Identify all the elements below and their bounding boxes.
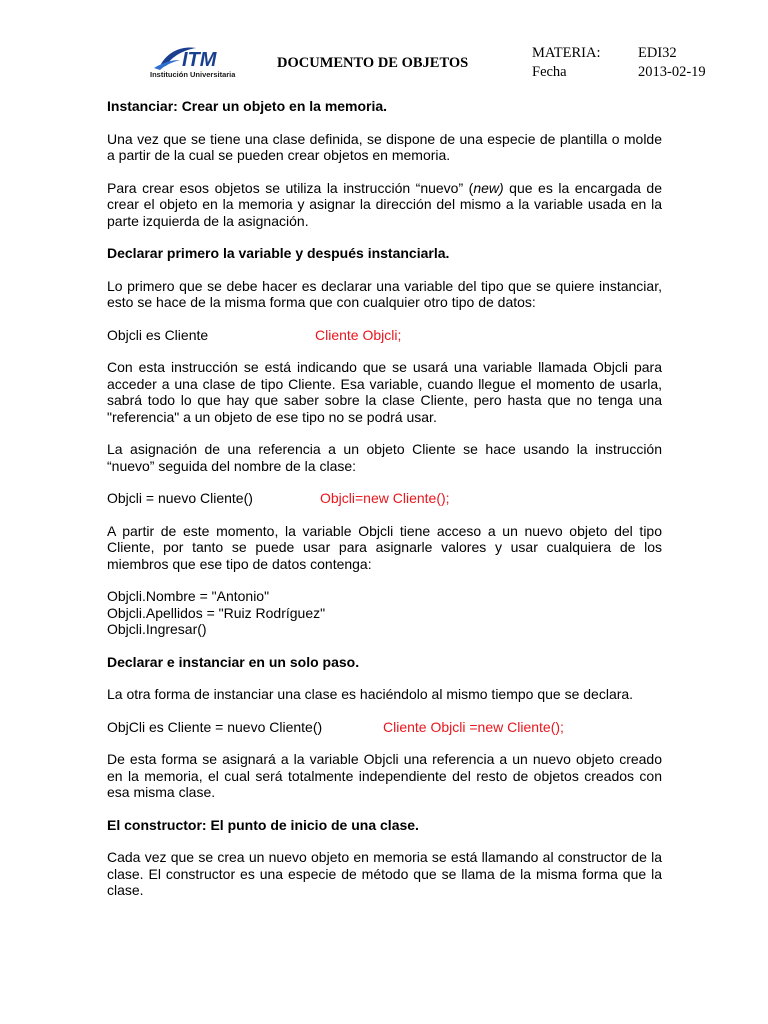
code-line: Objcli.Ingresar() (107, 621, 207, 637)
itm-logo (150, 44, 240, 84)
paragraph: De esta forma se asignará a la variable Objcli una referencia a un nuevo objeto creado en la memoria, el cual será totalmente independiente del resto de objetos creados con esa misma clase. (107, 751, 662, 800)
materia-value: EDI32 (638, 45, 677, 61)
paragraph: La otra forma de instanciar una clase es haciéndolo al mismo tiempo que se declara. (107, 686, 634, 702)
section-heading-constructor: El constructor: El punto de inicio de una clase. (107, 816, 419, 833)
paragraph: A partir de este momento, la variable Objcli tiene acceso a un nuevo objeto del tipo Cliente, por tanto se puede usar para asignarle valores y usar cualquiera de los miembros que ese tipo de datos contenga: (107, 522, 662, 572)
document-body (107, 98, 662, 915)
paragraph: Una vez que se tiene una clase definida, se dispone de una especie de plantilla o molde a partir de la cual se pueden crear objetos en memoria. (107, 130, 662, 163)
section-heading-solo-paso: Declarar e instanciar en un solo paso. (107, 653, 360, 670)
section-heading-declarar: Declarar primero la variable y después instanciarla. (107, 245, 450, 261)
paragraph (107, 180, 662, 230)
itm-logo-icon (150, 44, 240, 72)
code-line: Objcli.Nombre = "Antonio" (107, 588, 270, 604)
java-code: Cliente Objcli =new Cliente(); (383, 718, 564, 735)
new-keyword: new) (473, 179, 504, 196)
pseudocode: Objcli = nuevo Cliente() (107, 490, 253, 506)
fecha-value: 2013-02-19 (638, 64, 706, 80)
java-code: Objcli=new Cliente(); (320, 490, 450, 506)
logo-caption: Institución Universitaria (150, 70, 236, 79)
paragraph: Cada vez que se crea un nuevo objeto en memoria se está llamando al constructor de la clase. El constructor es una especie de método que se llama de la misma forma que la clase. (107, 849, 662, 898)
section-heading-instanciar: Instanciar: Crear un objeto en la memoria. (107, 98, 388, 114)
paragraph: Con esta instrucción se está indicando que se usará una variable llamada Objcli para acceder a una clase de tipo Cliente. Esa variable, cuando llegue el momento de usarla, sabrá todo lo que hay que saber sobre la clase Cliente, pero hasta que no tenga una "referencia" a un objeto de ese tipo no se podrá usar. (107, 359, 662, 425)
code-example-instantiate (107, 490, 662, 507)
code-example-one-step (107, 719, 662, 736)
paragraph: Lo primero que se debe hacer es declarar una variable del tipo que se quiere instanciar, esto se hace de la misma forma que con cualquier otro tipo de datos: (107, 277, 662, 310)
document-header (0, 0, 768, 95)
code-block-members (107, 588, 662, 638)
pseudocode: ObjCli es Cliente = nuevo Cliente() (107, 718, 323, 735)
paragraph-text: Para crear esos objetos se utiliza la instrucción “nuevo” ( (107, 179, 474, 196)
materia-label: MATERIA: (532, 45, 601, 61)
pseudocode: Objcli es Cliente (107, 326, 209, 343)
paragraph-text: que es la encargada de crear el objeto en la memoria y asignar la dirección del mismo a la variable usada en la parte izquierda de la asignación. (107, 179, 663, 229)
document-title: DOCUMENTO DE OBJETOS (277, 55, 469, 71)
java-code: Cliente Objcli; (315, 326, 402, 343)
fecha-label: Fecha (532, 64, 567, 80)
code-line: Objcli.Apellidos = "Ruiz Rodríguez" (107, 604, 326, 621)
paragraph: La asignación de una referencia a un objeto Cliente se hace usando la instrucción “nuevo” seguida del nombre de la clase: (107, 441, 662, 474)
svg-text:ITM: ITM (182, 49, 217, 71)
code-example-declare (107, 327, 662, 344)
